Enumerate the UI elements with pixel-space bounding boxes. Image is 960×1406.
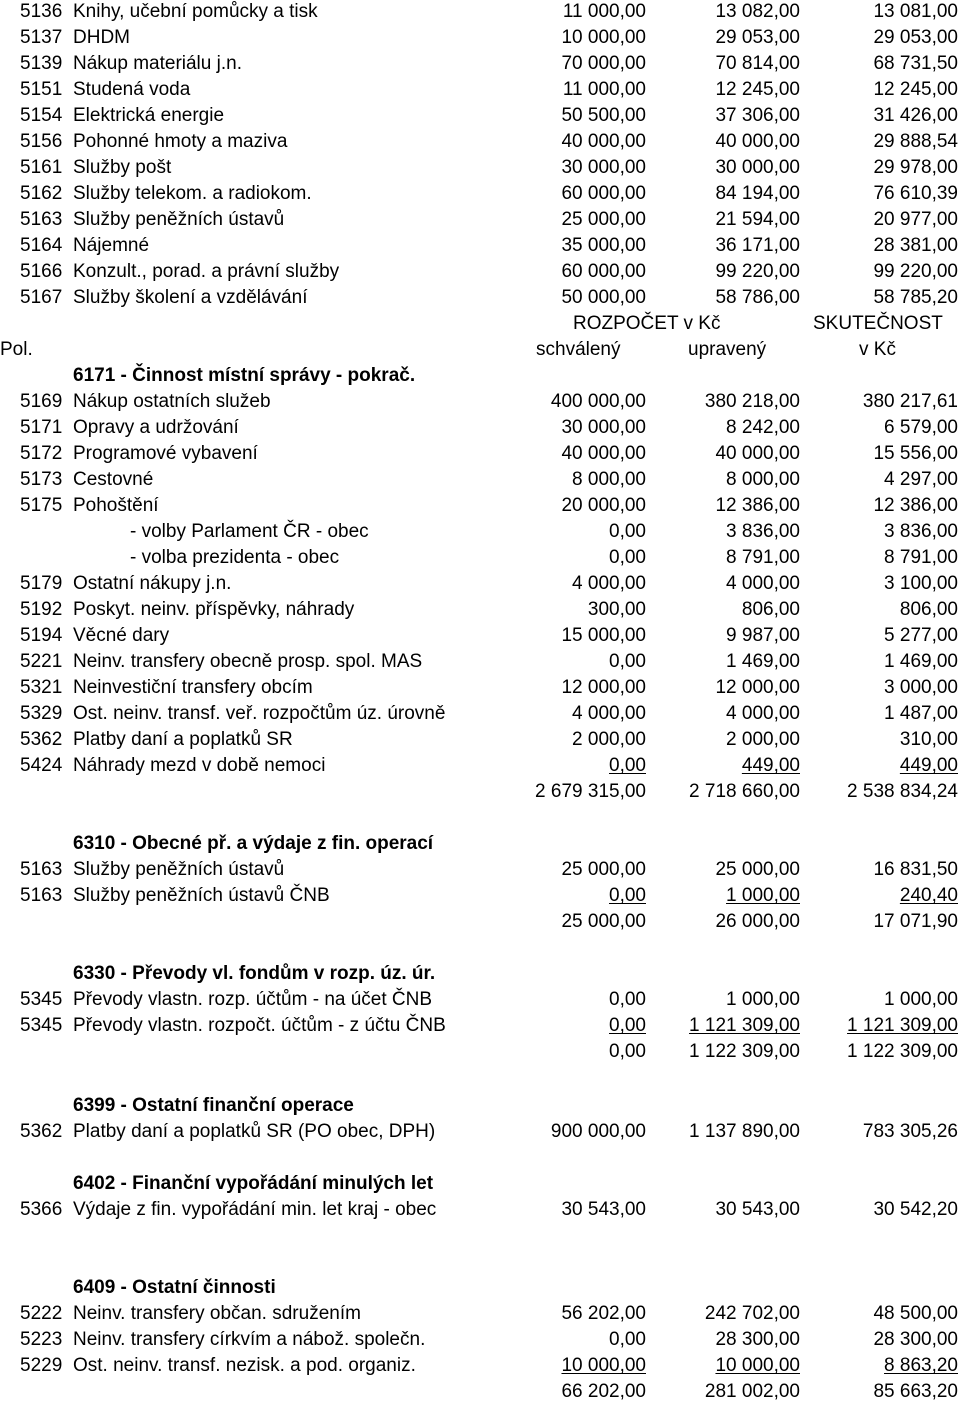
actual-value: 29 978,00 xyxy=(873,157,958,178)
total-adjusted: 1 122 309,00 xyxy=(689,1041,800,1062)
table-row xyxy=(0,1119,960,1145)
item-name: Programové vybavení xyxy=(73,443,258,464)
actual-value: 76 610,39 xyxy=(873,183,958,204)
section-title xyxy=(0,1093,960,1119)
section-title xyxy=(0,1171,960,1197)
total-adjusted: 26 000,00 xyxy=(715,911,800,932)
pol-code: 5222 xyxy=(20,1303,63,1324)
approved-value: 8 000,00 xyxy=(572,469,646,490)
item-name: Služby peněžních ústavů xyxy=(73,859,285,880)
actual-value: 30 542,20 xyxy=(873,1199,958,1220)
actual-value: 29 053,00 xyxy=(873,27,958,48)
item-name: Neinv. transfery občan. sdružením xyxy=(73,1303,361,1324)
approved-value: 0,00 xyxy=(609,755,646,776)
item-name: Služby peněžních ústavů ČNB xyxy=(73,885,330,906)
actual-value: 1 469,00 xyxy=(884,651,958,672)
adjusted-value: 3 836,00 xyxy=(726,521,800,542)
budget-group-header: ROZPOČET v Kč xyxy=(573,313,721,334)
adjusted-value: 12 386,00 xyxy=(715,495,800,516)
table-row xyxy=(0,103,960,129)
pol-header: Pol. xyxy=(0,339,33,360)
pol-code: 5329 xyxy=(20,703,63,724)
item-name: Cestovné xyxy=(73,469,154,490)
table-row xyxy=(0,1327,960,1353)
item-name: Převody vlastn. rozp. účtům - na účet ČNB xyxy=(73,989,433,1010)
approved-value: 60 000,00 xyxy=(561,183,646,204)
approved-value: 0,00 xyxy=(609,651,646,672)
approved-value: 15 000,00 xyxy=(561,625,646,646)
pol-code: 5163 xyxy=(20,859,63,880)
column-header xyxy=(0,337,960,363)
item-name: Věcné dary xyxy=(73,625,170,646)
actual-value: 3 100,00 xyxy=(884,573,958,594)
approved-value: 0,00 xyxy=(609,1015,646,1036)
table-row xyxy=(0,155,960,181)
adjusted-value: 99 220,00 xyxy=(715,261,800,282)
actual-value: 5 277,00 xyxy=(884,625,958,646)
item-name: Výdaje z fin. vypořádání min. let kraj - obec xyxy=(73,1199,437,1220)
adjusted-value: 21 594,00 xyxy=(715,209,800,230)
approved-value: 0,00 xyxy=(609,885,646,906)
item-name: Pohonné hmoty a maziva xyxy=(73,131,288,152)
pol-code: 5345 xyxy=(20,989,63,1010)
actual-header: v Kč xyxy=(859,339,896,360)
pol-code: 5162 xyxy=(20,183,63,204)
section-6402-title: 6402 - Finanční vypořádání minulých let xyxy=(73,1173,434,1194)
pol-code: 5166 xyxy=(20,261,63,282)
table-row xyxy=(0,883,960,909)
adjusted-value: 40 000,00 xyxy=(715,443,800,464)
adjusted-value: 806,00 xyxy=(741,599,800,620)
section-6409-title: 6409 - Ostatní činnosti xyxy=(73,1277,276,1298)
actual-value: 68 731,50 xyxy=(873,53,958,74)
pol-code: 5156 xyxy=(20,131,63,152)
total-approved: 25 000,00 xyxy=(561,911,646,932)
item-name: Ost. neinv. transf. nezisk. a pod. organiz. xyxy=(73,1355,416,1376)
table-row xyxy=(0,25,960,51)
adjusted-value: 8 000,00 xyxy=(726,469,800,490)
adjusted-value: 9 987,00 xyxy=(726,625,800,646)
actual-value: 13 081,00 xyxy=(873,1,958,22)
table-row-sub xyxy=(0,545,960,571)
item-name: Náhrady mezd v době nemoci xyxy=(73,755,326,776)
pol-code: 5167 xyxy=(20,287,63,308)
pol-code: 5169 xyxy=(20,391,63,412)
actual-value: 12 386,00 xyxy=(873,495,958,516)
table-row xyxy=(0,1013,960,1039)
total-approved: 2 679 315,00 xyxy=(535,781,646,802)
pol-code: 5345 xyxy=(20,1015,63,1036)
approved-value: 0,00 xyxy=(609,521,646,542)
adjusted-value: 84 194,00 xyxy=(715,183,800,204)
table-row xyxy=(0,493,960,519)
table-row xyxy=(0,129,960,155)
adjusted-value: 70 814,00 xyxy=(715,53,800,74)
approved-value: 20 000,00 xyxy=(561,495,646,516)
actual-value: 806,00 xyxy=(899,599,958,620)
table-row xyxy=(0,77,960,103)
item-name: Služby peněžních ústavů xyxy=(73,209,285,230)
item-name: Nájemné xyxy=(73,235,150,256)
actual-group-header: SKUTEČNOST xyxy=(813,313,943,334)
item-name: Služby školení a vzdělávání xyxy=(73,287,308,308)
approved-value: 0,00 xyxy=(609,547,646,568)
table-row-sub xyxy=(0,519,960,545)
item-name: Ost. neinv. transf. veř. rozpočtům úz. úrovně xyxy=(73,703,446,724)
adjusted-value: 28 300,00 xyxy=(715,1329,800,1350)
total-actual: 2 538 834,24 xyxy=(847,781,958,802)
approved-value: 70 000,00 xyxy=(561,53,646,74)
actual-value: 20 977,00 xyxy=(873,209,958,230)
adjusted-value: 12 245,00 xyxy=(715,79,800,100)
actual-value: 58 785,20 xyxy=(873,287,958,308)
section-6399-title: 6399 - Ostatní finanční operace xyxy=(73,1095,354,1116)
table-row xyxy=(0,259,960,285)
item-name: Knihy, učební pomůcky a tisk xyxy=(73,1,318,22)
pol-code: 5136 xyxy=(20,1,63,22)
adjusted-value: 1 000,00 xyxy=(726,885,800,906)
approved-value: 11 000,00 xyxy=(562,1,646,22)
adjusted-value: 1 469,00 xyxy=(726,651,800,672)
actual-value: 8 863,20 xyxy=(884,1355,958,1376)
actual-value: 31 426,00 xyxy=(873,105,958,126)
item-name: Neinv. transfery církvím a nábož. společn. xyxy=(73,1329,426,1350)
section-total xyxy=(0,1379,960,1405)
total-approved: 66 202,00 xyxy=(561,1381,646,1402)
adjusted-value: 2 000,00 xyxy=(726,729,800,750)
total-actual: 1 122 309,00 xyxy=(847,1041,958,1062)
table-row xyxy=(0,1353,960,1379)
section-title xyxy=(0,961,960,987)
table-row xyxy=(0,597,960,623)
actual-value: 449,00 xyxy=(899,755,958,776)
actual-value: 380 217,61 xyxy=(862,391,958,412)
approved-value: 2 000,00 xyxy=(572,729,646,750)
adjusted-value: 242 702,00 xyxy=(704,1303,800,1324)
approved-value: 25 000,00 xyxy=(561,859,646,880)
table-row xyxy=(0,207,960,233)
pol-code: 5362 xyxy=(20,729,63,750)
item-name: Platby daní a poplatků SR (PO obec, DPH) xyxy=(73,1121,436,1142)
actual-value: 99 220,00 xyxy=(873,261,958,282)
adjusted-value: 1 121 309,00 xyxy=(689,1015,800,1036)
approved-value: 300,00 xyxy=(587,599,646,620)
actual-value: 48 500,00 xyxy=(873,1303,958,1324)
table-row xyxy=(0,181,960,207)
adjusted-value: 380 218,00 xyxy=(704,391,800,412)
actual-value: 1 000,00 xyxy=(884,989,958,1010)
adjusted-value: 1 000,00 xyxy=(726,989,800,1010)
total-actual: 85 663,20 xyxy=(873,1381,958,1402)
section-6171-title: 6171 - Činnost místní správy - pokrač. xyxy=(73,365,416,386)
actual-value: 3 836,00 xyxy=(884,521,958,542)
column-header-group xyxy=(0,311,960,337)
adjusted-value: 1 137 890,00 xyxy=(689,1121,800,1142)
adjusted-value: 10 000,00 xyxy=(715,1355,800,1376)
table-row xyxy=(0,233,960,259)
actual-value: 783 305,26 xyxy=(862,1121,958,1142)
actual-value: 15 556,00 xyxy=(873,443,958,464)
adjusted-value: 58 786,00 xyxy=(715,287,800,308)
adjusted-value: 8 791,00 xyxy=(726,547,800,568)
pol-code: 5366 xyxy=(20,1199,63,1220)
approved-value: 30 000,00 xyxy=(561,417,646,438)
adjusted-value: 13 082,00 xyxy=(715,1,800,22)
actual-value: 16 831,50 xyxy=(873,859,958,880)
table-row xyxy=(0,285,960,311)
item-name: Ostatní nákupy j.n. xyxy=(73,573,232,594)
table-row xyxy=(0,467,960,493)
pol-code: 5173 xyxy=(20,469,63,490)
table-row xyxy=(0,441,960,467)
approved-value: 56 202,00 xyxy=(561,1303,646,1324)
adjusted-value: 449,00 xyxy=(741,755,800,776)
approved-value: 4 000,00 xyxy=(572,703,646,724)
actual-value: 4 297,00 xyxy=(884,469,958,490)
item-name: Neinv. transfery obecně prosp. spol. MAS xyxy=(73,651,423,672)
pol-code: 5321 xyxy=(20,677,63,698)
pol-code: 5362 xyxy=(20,1121,63,1142)
pol-code: 5171 xyxy=(20,417,63,438)
adjusted-value: 4 000,00 xyxy=(726,703,800,724)
actual-value: 3 000,00 xyxy=(884,677,958,698)
item-name: Nákup materiálu j.n. xyxy=(73,53,242,74)
adjusted-value: 30 000,00 xyxy=(715,157,800,178)
table-row xyxy=(0,675,960,701)
item-name: Neinvestiční transfery obcím xyxy=(73,677,313,698)
total-approved: 0,00 xyxy=(609,1041,646,1062)
actual-value: 1 121 309,00 xyxy=(847,1015,958,1036)
pol-code: 5223 xyxy=(20,1329,63,1350)
item-name: DHDM xyxy=(73,27,130,48)
adjusted-value: 12 000,00 xyxy=(715,677,800,698)
pol-code: 5229 xyxy=(20,1355,63,1376)
actual-value: 29 888,54 xyxy=(873,131,958,152)
item-name: Elektrická energie xyxy=(73,105,225,126)
pol-code: 5139 xyxy=(20,53,63,74)
pol-code: 5179 xyxy=(20,573,63,594)
table-row xyxy=(0,571,960,597)
pol-code: 5221 xyxy=(20,651,63,672)
item-name: Služby telekom. a radiokom. xyxy=(73,183,312,204)
total-actual: 17 071,90 xyxy=(873,911,958,932)
actual-value: 12 245,00 xyxy=(873,79,958,100)
item-name: - volby Parlament ČR - obec xyxy=(130,521,369,542)
table-row xyxy=(0,51,960,77)
adjusted-value: 30 543,00 xyxy=(715,1199,800,1220)
approved-value: 0,00 xyxy=(609,989,646,1010)
approved-header: schválený xyxy=(536,339,621,360)
adjusted-value: 4 000,00 xyxy=(726,573,800,594)
approved-value: 35 000,00 xyxy=(561,235,646,256)
section-total xyxy=(0,909,960,935)
table-row xyxy=(0,1301,960,1327)
section-title xyxy=(0,1275,960,1301)
section-6310-title: 6310 - Obecné př. a výdaje z fin. operací xyxy=(73,833,434,854)
approved-value: 60 000,00 xyxy=(561,261,646,282)
table-row xyxy=(0,857,960,883)
adjusted-value: 40 000,00 xyxy=(715,131,800,152)
actual-value: 28 381,00 xyxy=(873,235,958,256)
pol-code: 5163 xyxy=(20,209,63,230)
item-name: Platby daní a poplatků SR xyxy=(73,729,293,750)
section-total xyxy=(0,1039,960,1065)
item-name: Pohoštění xyxy=(73,495,159,516)
pol-code: 5164 xyxy=(20,235,63,256)
actual-value: 6 579,00 xyxy=(884,417,958,438)
item-name: Studená voda xyxy=(73,79,191,100)
approved-value: 4 000,00 xyxy=(572,573,646,594)
adjusted-value: 25 000,00 xyxy=(715,859,800,880)
table-row xyxy=(0,623,960,649)
section-6330-title: 6330 - Převody vl. fondům v rozp. úz. úr. xyxy=(73,963,436,984)
adjusted-value: 29 053,00 xyxy=(715,27,800,48)
pol-code: 5424 xyxy=(20,755,63,776)
table-row xyxy=(0,389,960,415)
total-adjusted: 2 718 660,00 xyxy=(689,781,800,802)
actual-value: 1 487,00 xyxy=(884,703,958,724)
approved-value: 40 000,00 xyxy=(561,131,646,152)
adjusted-value: 37 306,00 xyxy=(715,105,800,126)
table-row xyxy=(0,1197,960,1223)
item-name: Poskyt. neinv. příspěvky, náhrady xyxy=(73,599,355,620)
approved-value: 30 000,00 xyxy=(561,157,646,178)
table-row xyxy=(0,415,960,441)
pol-code: 5151 xyxy=(20,79,63,100)
approved-value: 0,00 xyxy=(609,1329,646,1350)
actual-value: 310,00 xyxy=(899,729,958,750)
actual-value: 240,40 xyxy=(899,885,958,906)
adjusted-value: 8 242,00 xyxy=(726,417,800,438)
approved-value: 10 000,00 xyxy=(561,1355,646,1376)
approved-value: 50 000,00 xyxy=(561,287,646,308)
total-adjusted: 281 002,00 xyxy=(704,1381,800,1402)
section-title xyxy=(0,363,960,389)
pol-code: 5194 xyxy=(20,625,63,646)
approved-value: 900 000,00 xyxy=(550,1121,646,1142)
pol-code: 5192 xyxy=(20,599,63,620)
approved-value: 25 000,00 xyxy=(561,209,646,230)
approved-value: 30 543,00 xyxy=(561,1199,646,1220)
pol-code: 5154 xyxy=(20,105,63,126)
item-name: - volba prezidenta - obec xyxy=(130,547,340,568)
item-name: Nákup ostatních služeb xyxy=(73,391,271,412)
section-title xyxy=(0,831,960,857)
approved-value: 400 000,00 xyxy=(550,391,646,412)
adjusted-value: 36 171,00 xyxy=(715,235,800,256)
section-total xyxy=(0,779,960,805)
adjusted-header: upravený xyxy=(688,339,767,360)
item-name: Převody vlastn. rozpočt. účtům - z účtu ČNB xyxy=(73,1015,446,1036)
approved-value: 12 000,00 xyxy=(561,677,646,698)
actual-value: 28 300,00 xyxy=(873,1329,958,1350)
table-row xyxy=(0,701,960,727)
table-row xyxy=(0,727,960,753)
pol-code: 5172 xyxy=(20,443,63,464)
item-name: Opravy a udržování xyxy=(73,417,239,438)
item-name: Služby pošt xyxy=(73,157,172,178)
item-name: Konzult., porad. a právní služby xyxy=(73,261,340,282)
table-row xyxy=(0,0,960,25)
approved-value: 10 000,00 xyxy=(561,27,646,48)
table-row xyxy=(0,987,960,1013)
approved-value: 40 000,00 xyxy=(561,443,646,464)
approved-value: 11 000,00 xyxy=(562,79,646,100)
approved-value: 50 500,00 xyxy=(561,105,646,126)
table-row xyxy=(0,753,960,779)
pol-code: 5161 xyxy=(20,157,63,178)
actual-value: 8 791,00 xyxy=(884,547,958,568)
pol-code: 5137 xyxy=(20,27,63,48)
table-row xyxy=(0,649,960,675)
pol-code: 5175 xyxy=(20,495,63,516)
pol-code: 5163 xyxy=(20,885,63,906)
